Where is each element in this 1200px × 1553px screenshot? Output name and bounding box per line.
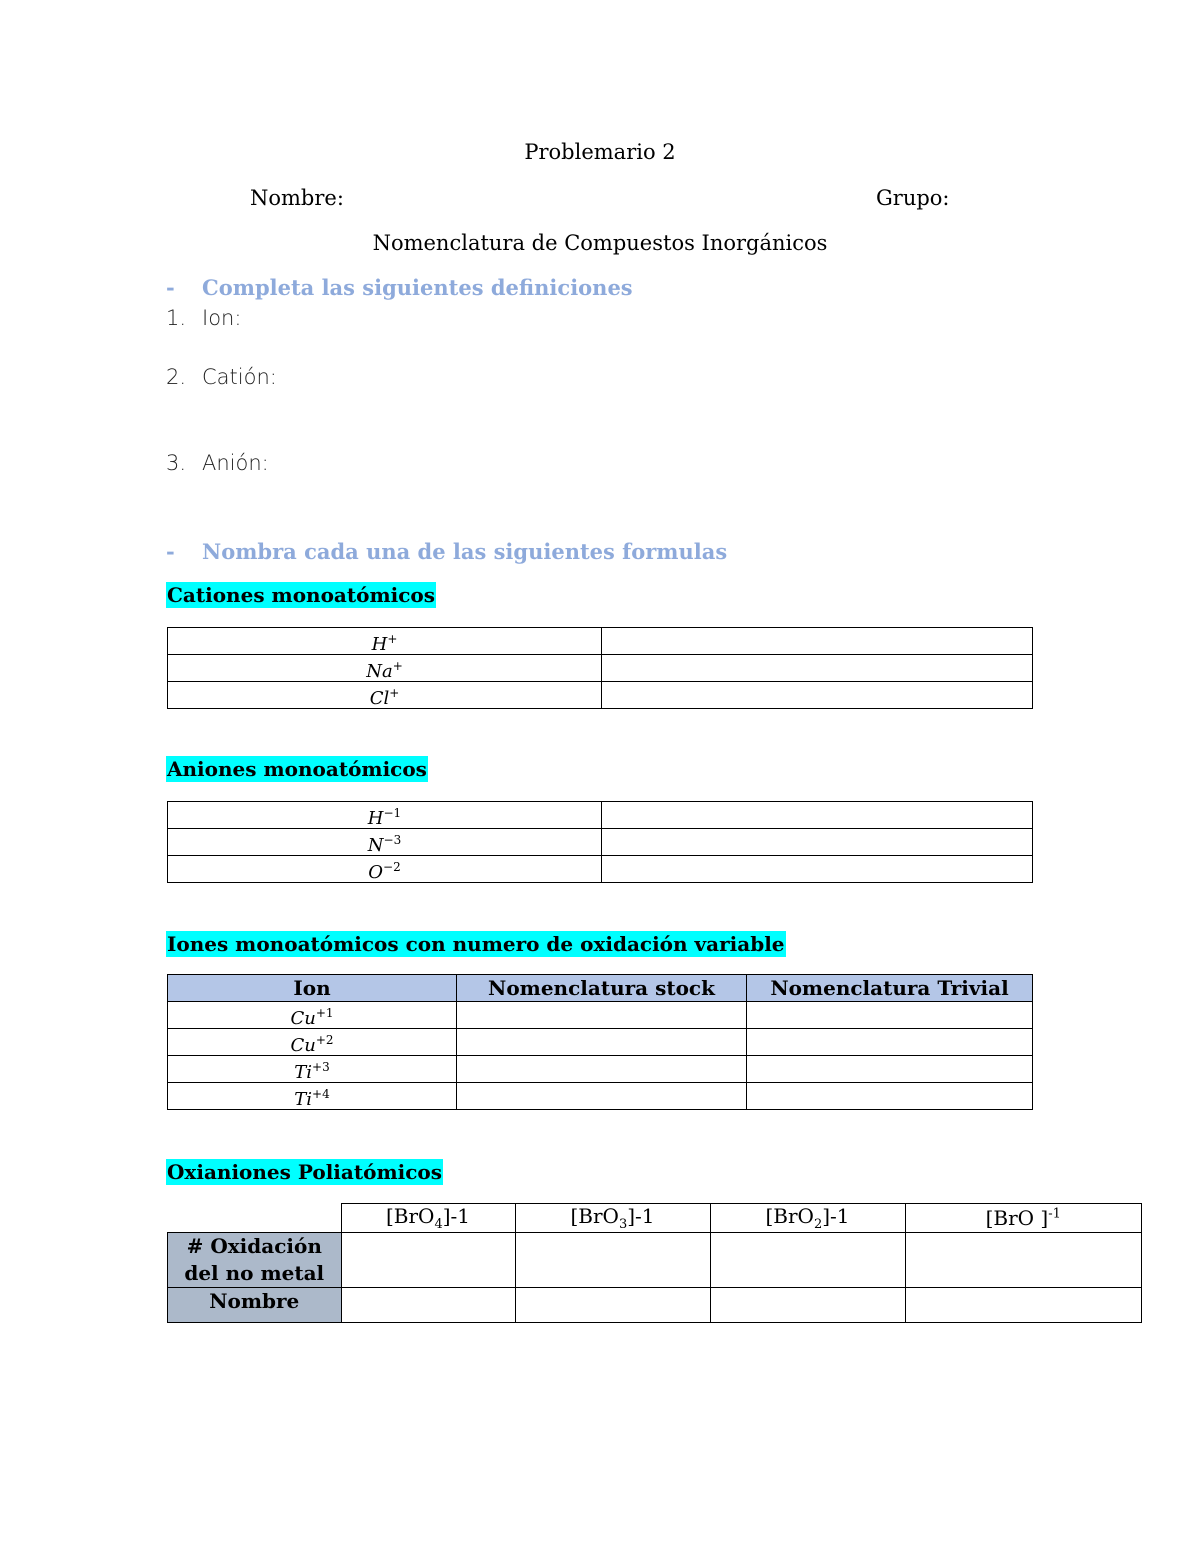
- heading-aniones: Aniones monoatómicos: [167, 757, 427, 781]
- heading-cationes: Cationes monoatómicos: [167, 583, 435, 607]
- row-label: # Oxidación del no metal: [168, 1233, 342, 1288]
- formula-cell: $O^{-2}$: [168, 856, 602, 883]
- table-row: [168, 1233, 1142, 1288]
- formula-cell: Na+: [168, 655, 602, 682]
- bullet-dash: -: [166, 539, 175, 564]
- row-label: Nombre: [168, 1288, 342, 1323]
- instruction-definitions: [166, 275, 633, 300]
- table-row: [168, 856, 1033, 883]
- item-label: Anión:: [202, 451, 269, 475]
- table-row: [168, 1029, 1033, 1056]
- heading-variables: Iones monoatómicos con numero de oxidación variable: [167, 932, 785, 956]
- answer-cell[interactable]: [515, 1288, 710, 1323]
- answer-cell[interactable]: [341, 1288, 515, 1323]
- answer-cell[interactable]: [747, 1083, 1033, 1110]
- item-label: Ion:: [202, 306, 242, 330]
- answer-cell[interactable]: [710, 1233, 905, 1288]
- page-title: Problemario 2: [524, 140, 676, 164]
- column-header: [BrO$_3$]-1: [515, 1204, 710, 1233]
- item-number: 2.: [166, 365, 187, 389]
- formula-cell: $H^{-1}$: [168, 802, 602, 829]
- oxianiones-table: [167, 1203, 1142, 1323]
- answer-cell[interactable]: [602, 628, 1033, 655]
- answer-cell[interactable]: [341, 1233, 515, 1288]
- definition-item-cation: [166, 365, 277, 389]
- formula-cell: H+: [168, 628, 602, 655]
- table-row: [168, 628, 1033, 655]
- table-header-row: [168, 1204, 1142, 1233]
- answer-cell[interactable]: [747, 1029, 1033, 1056]
- answer-cell[interactable]: [747, 1056, 1033, 1083]
- column-header: [BrO$_2$]-1: [710, 1204, 905, 1233]
- page-subtitle: Nomenclatura de Compuestos Inorgánicos: [372, 231, 828, 255]
- instruction-formulas: [166, 539, 727, 564]
- instruction-text: Nombra cada una de las siguientes formulas: [202, 539, 728, 564]
- answer-cell[interactable]: [602, 682, 1033, 709]
- table-row: [168, 682, 1033, 709]
- table-row: [168, 1288, 1142, 1323]
- heading-oxianiones: Oxianiones Poliatómicos: [167, 1160, 442, 1184]
- formula-cell: $Cu^{+2}$: [168, 1029, 457, 1056]
- formula-cell: Cl+: [168, 682, 602, 709]
- aniones-table: [167, 801, 1033, 883]
- cationes-table: [167, 627, 1033, 709]
- definition-item-anion: [166, 451, 269, 475]
- nombre-label: Nombre:: [250, 186, 344, 210]
- answer-cell[interactable]: [905, 1233, 1142, 1288]
- answer-cell[interactable]: [457, 1083, 747, 1110]
- table-row: [168, 655, 1033, 682]
- formula-cell: $Ti^{+4}$: [168, 1083, 457, 1110]
- grupo-label: Grupo:: [876, 186, 950, 210]
- answer-cell[interactable]: [515, 1233, 710, 1288]
- column-header: [BrO$_4$]-1: [341, 1204, 515, 1233]
- table-row: [168, 1083, 1033, 1110]
- definition-item-ion: [166, 306, 241, 330]
- answer-cell[interactable]: [457, 1002, 747, 1029]
- table-row: [168, 1056, 1033, 1083]
- formula-cell: $N^{-3}$: [168, 829, 602, 856]
- table-row: [168, 1002, 1033, 1029]
- item-number: 3.: [166, 451, 187, 475]
- instruction-text: Completa las siguientes definiciones: [202, 275, 633, 300]
- answer-cell[interactable]: [905, 1288, 1142, 1323]
- table-row: [168, 829, 1033, 856]
- answer-cell[interactable]: [602, 829, 1033, 856]
- answer-cell[interactable]: [747, 1002, 1033, 1029]
- column-header: Nomenclatura Trivial: [747, 975, 1033, 1002]
- column-header: Ion: [168, 975, 457, 1002]
- answer-cell[interactable]: [457, 1029, 747, 1056]
- answer-cell[interactable]: [710, 1288, 905, 1323]
- answer-cell[interactable]: [602, 802, 1033, 829]
- formula-cell: $Cu^{+1}$: [168, 1002, 457, 1029]
- formula-cell: $Ti^{+3}$: [168, 1056, 457, 1083]
- item-label: Catión:: [202, 365, 277, 389]
- table-header-row: [168, 975, 1033, 1002]
- table-row: [168, 802, 1033, 829]
- answer-cell[interactable]: [602, 856, 1033, 883]
- variables-table: [167, 974, 1033, 1110]
- empty-corner: [168, 1204, 342, 1233]
- item-number: 1.: [166, 306, 187, 330]
- column-header: [BrO ]$^{-1}$: [905, 1204, 1142, 1233]
- column-header: Nomenclatura stock: [457, 975, 747, 1002]
- bullet-dash: -: [166, 275, 175, 300]
- answer-cell[interactable]: [602, 655, 1033, 682]
- answer-cell[interactable]: [457, 1056, 747, 1083]
